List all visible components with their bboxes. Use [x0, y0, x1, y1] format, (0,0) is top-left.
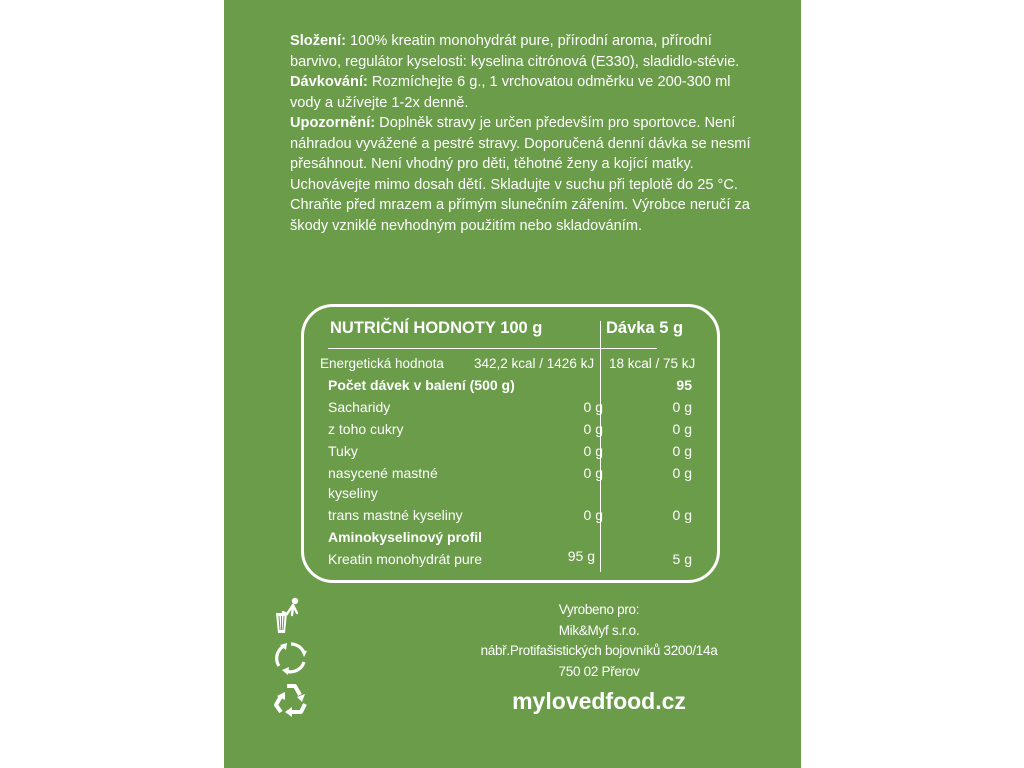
manufacturer-line4: 750 02 Přerov: [558, 663, 640, 679]
website-url: mylovedfood.cz: [512, 688, 686, 714]
nutrition-table: [301, 304, 720, 583]
manufacturer-line1: Vyrobeno pro:: [558, 602, 640, 617]
recycle-arrows-icon: [272, 640, 310, 676]
manufacturer-block: [469, 600, 729, 682]
dosage-paragraph: [290, 72, 760, 113]
header-divider: [328, 348, 657, 349]
recycle-symbol-icon: [272, 682, 310, 718]
product-label: [224, 0, 801, 768]
energy-per-100g: 342,2 kcal / 1426 kJ: [474, 356, 595, 371]
sugars-per-dose: 0 g: [672, 421, 692, 437]
fats-per-100g: 0 g: [583, 443, 603, 459]
tidyman-icon: [272, 597, 306, 635]
creatine-per-dose: 5 g: [672, 551, 692, 567]
trans-per-dose: 0 g: [672, 507, 692, 523]
creatine-name: Kreatin monohydrát pure: [328, 551, 483, 567]
energy-per-dose: 18 kcal / 75 kJ: [609, 356, 696, 371]
saturated-per-dose: 0 g: [672, 465, 692, 481]
saturated-per-100g: 0 g: [583, 465, 603, 481]
nutrition-header-left: NUTRIČNÍ HODNOTY 100 g: [330, 319, 543, 337]
composition-text: 100% kreatin monohydrát pure, přírodní aroma, přírodní barvivo, regulátor kyselosti: kyselina citrónová (E330), sladidlo-stévie.: [290, 33, 740, 70]
carbs-name: Sacharidy: [328, 399, 391, 415]
sugars-name: z toho cukry: [328, 421, 404, 437]
composition-label: Složení:: [290, 33, 346, 49]
warning-paragraph: [290, 113, 760, 236]
warning-label: Upozornění:: [290, 115, 376, 131]
description-block: [290, 31, 760, 236]
energy-name: Energetická hodnota: [320, 356, 444, 371]
composition-paragraph: [290, 31, 760, 72]
servings-per-dose: 95: [676, 377, 692, 393]
saturated-name-line2: kyseliny: [328, 485, 378, 501]
carbs-per-100g: 0 g: [583, 399, 603, 415]
warning-text: Doplněk stravy je určen především pro sportovce. Není náhradou vyvážené a pestré stravy. Doporučená denní dávka se nesmí přesáhnout. Není vhodný pro děti, těhotné ženy a kojící matky. Uchovávejte mimo dosah dětí. Skladujte v suchu při teplotě do 25 °C. Chraňte před mrazem a přímým slunečním zářením. Výrobce neručí za škody vzniklé nevhodným použitím nebo skladováním.: [290, 115, 751, 234]
trans-name: trans mastné kyseliny: [328, 507, 463, 523]
dosage-text: Rozmíchejte 6 g., 1 vrchovatou odměrku ve 200-300 ml vody a užívejte 1-2x denně.: [290, 74, 731, 111]
nutrition-header-right: Dávka 5 g: [606, 319, 684, 337]
saturated-name-line1: nasycené mastné: [328, 465, 438, 481]
servings-name: Počet dávek v balení (500 g): [328, 377, 515, 393]
creatine-per-100g: 95 g: [567, 548, 595, 564]
fats-per-dose: 0 g: [672, 443, 692, 459]
manufacturer-line3: nábř.Protifašistických bojovníků 3200/14a: [480, 643, 718, 658]
dosage-label: Dávkování:: [290, 74, 368, 90]
carbs-per-dose: 0 g: [672, 399, 692, 415]
amino-profile-title: Aminokyselinový profil: [328, 529, 483, 545]
manufacturer-line2: Mik&Myf s.r.o.: [558, 622, 640, 638]
trans-per-100g: 0 g: [583, 507, 603, 523]
sugars-per-100g: 0 g: [583, 421, 603, 437]
fats-name: Tuky: [328, 443, 358, 459]
